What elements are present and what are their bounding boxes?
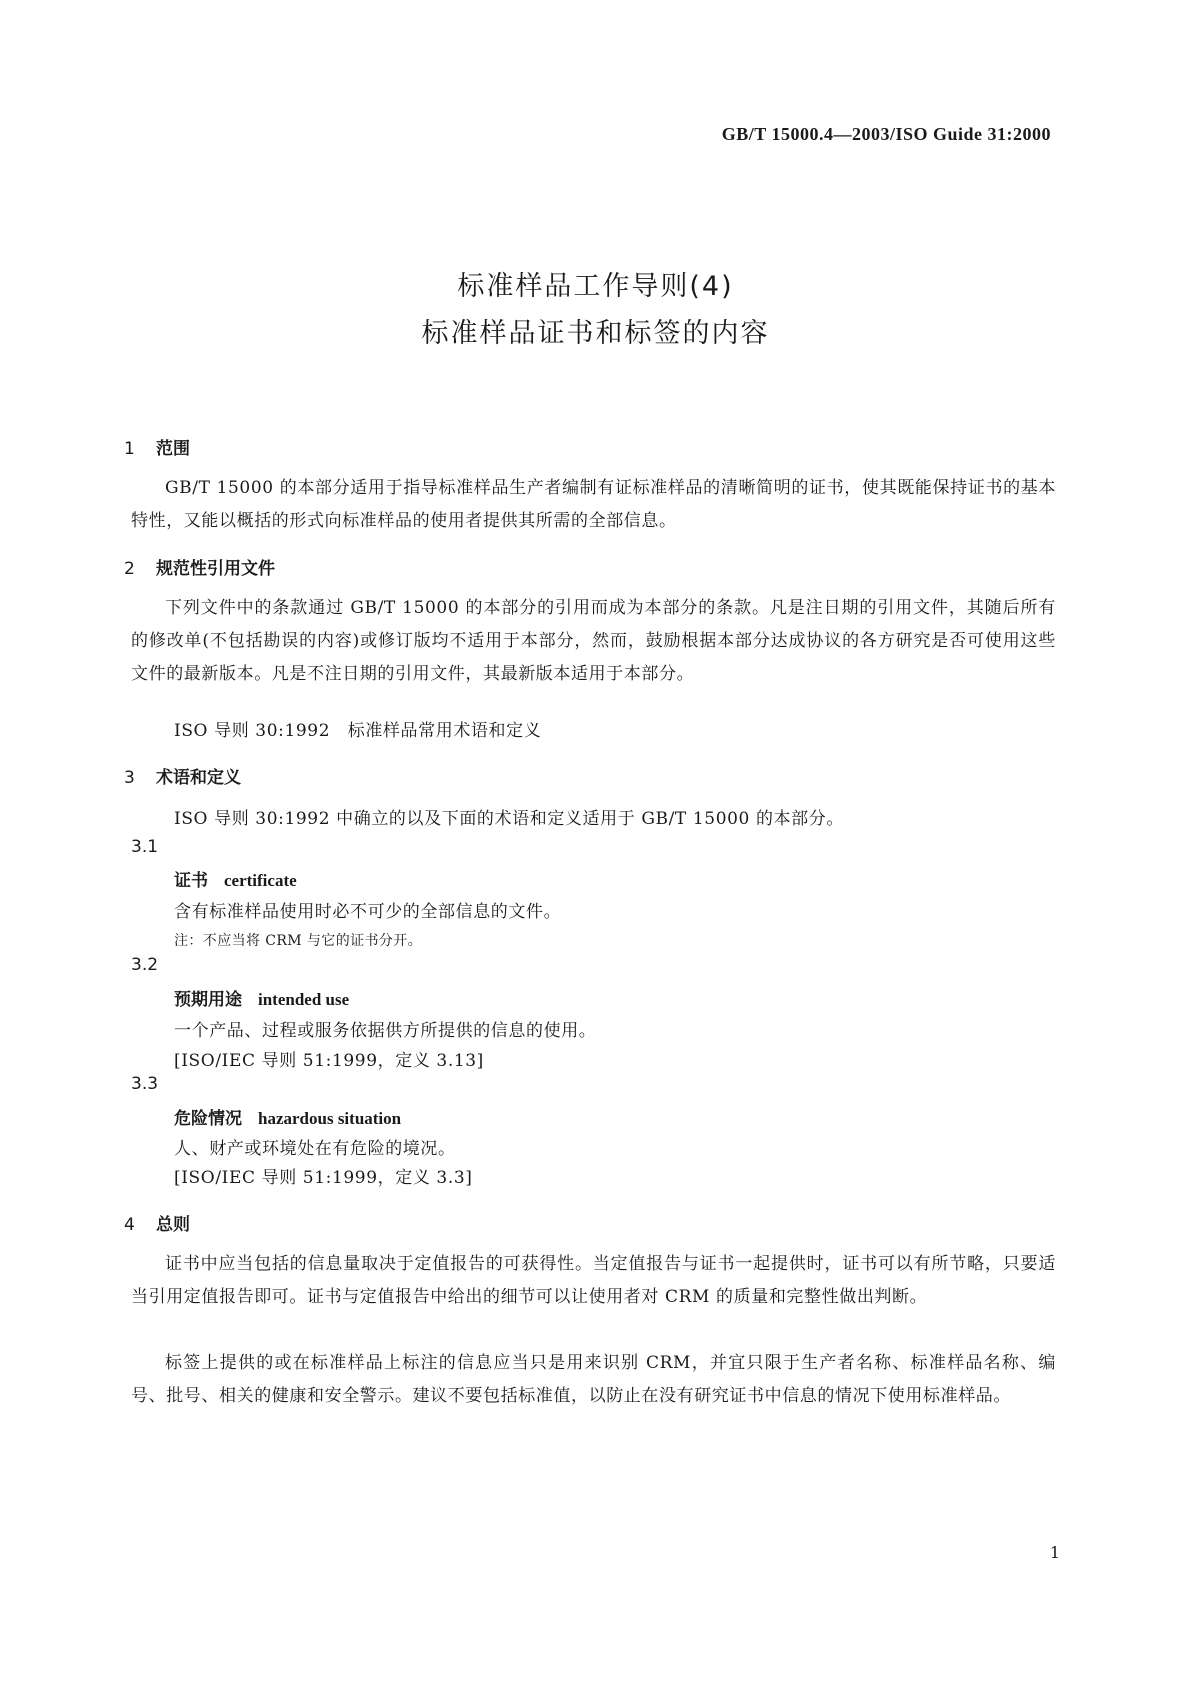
- normative-reference: ISO 导则 30:1992 标准样品常用术语和定义: [174, 721, 542, 741]
- term-en: hazardous situation: [258, 1109, 402, 1128]
- section-number: 2: [124, 559, 135, 579]
- term-definition: 人、财产或环境处在有危险的境况。: [174, 1139, 456, 1159]
- page-number: 1: [1049, 1543, 1060, 1562]
- term-heading: [174, 985, 349, 1010]
- section-3-intro: ISO 导则 30:1992 中确立的以及下面的术语和定义适用于 GB/T 15000 的本部分。: [174, 809, 844, 829]
- section-number: 4: [124, 1215, 135, 1235]
- section-title: 范围: [156, 439, 190, 459]
- term-en: certificate: [224, 871, 297, 890]
- section-title: 总则: [156, 1215, 190, 1235]
- term-en: intended use: [258, 990, 350, 1009]
- section-number: 1: [124, 439, 135, 459]
- section-1-heading: [124, 434, 190, 459]
- title-line-2: 标准样品证书和标签的内容: [421, 318, 770, 349]
- term-zh: 危险情况: [174, 1109, 242, 1129]
- term-zh: 证书: [174, 871, 208, 891]
- standard-number: GB/T 15000.4—2003/ISO Guide 31:2000: [721, 124, 1051, 144]
- term-heading: [174, 866, 297, 891]
- term-note: 注：不应当将 CRM 与它的证书分开。: [174, 933, 423, 949]
- section-2-heading: [124, 554, 275, 579]
- section-3-heading: [124, 763, 241, 788]
- section-2-paragraph: 下列文件中的条款通过 GB/T 15000 的本部分的引用而成为本部分的条款。凡是注日期的引用文件，其随后所有的修改单(不包括勘误的内容)或修订版均不适用于本部分，然而，鼓励根据本部分达成协议的各方研究是否可使用这些文件的最新版本。凡是不注日期的引用文件，其最新版本适用于本部分。: [131, 598, 1056, 684]
- section-4-paragraph-1: 证书中应当包括的信息量取决于定值报告的可获得性。当定值报告与证书一起提供时，证书可以有所节略，只要适当引用定值报告即可。证书与定值报告中给出的细节可以让使用者对 CRM 的质量和完整性做出判断。: [131, 1254, 1056, 1307]
- section-title: 规范性引用文件: [156, 559, 275, 579]
- term-source: [ISO/IEC 导则 51:1999，定义 3.13]: [174, 1051, 484, 1071]
- term-heading: [174, 1104, 401, 1129]
- section-4-heading: [124, 1210, 190, 1235]
- term-zh: 预期用途: [174, 990, 242, 1010]
- title-line-1: 标准样品工作导则(4): [457, 271, 734, 302]
- term-number: 3.1: [131, 837, 159, 857]
- term-source: [ISO/IEC 导则 51:1999，定义 3.3]: [174, 1168, 473, 1188]
- section-title: 术语和定义: [156, 768, 241, 788]
- section-1-paragraph: GB/T 15000 的本部分适用于指导标准样品生产者编制有证标准样品的清晰简明的证书，使其既能保持证书的基本特性，又能以概括的形式向标准样品的使用者提供其所需的全部信息。: [131, 478, 1056, 531]
- term-number: 3.2: [131, 955, 159, 975]
- term-definition: 含有标准样品使用时必不可少的全部信息的文件。: [174, 902, 562, 922]
- section-number: 3: [124, 768, 135, 788]
- term-number: 3.3: [131, 1074, 159, 1094]
- term-definition: 一个产品、过程或服务依据供方所提供的信息的使用。: [174, 1021, 597, 1041]
- section-4-paragraph-2: 标签上提供的或在标准样品上标注的信息应当只是用来识别 CRM，并宜只限于生产者名称、标准样品名称、编号、批号、相关的健康和安全警示。建议不要包括标准值，以防止在没有研究证书中信息的情况下使用标准样品。: [131, 1353, 1056, 1406]
